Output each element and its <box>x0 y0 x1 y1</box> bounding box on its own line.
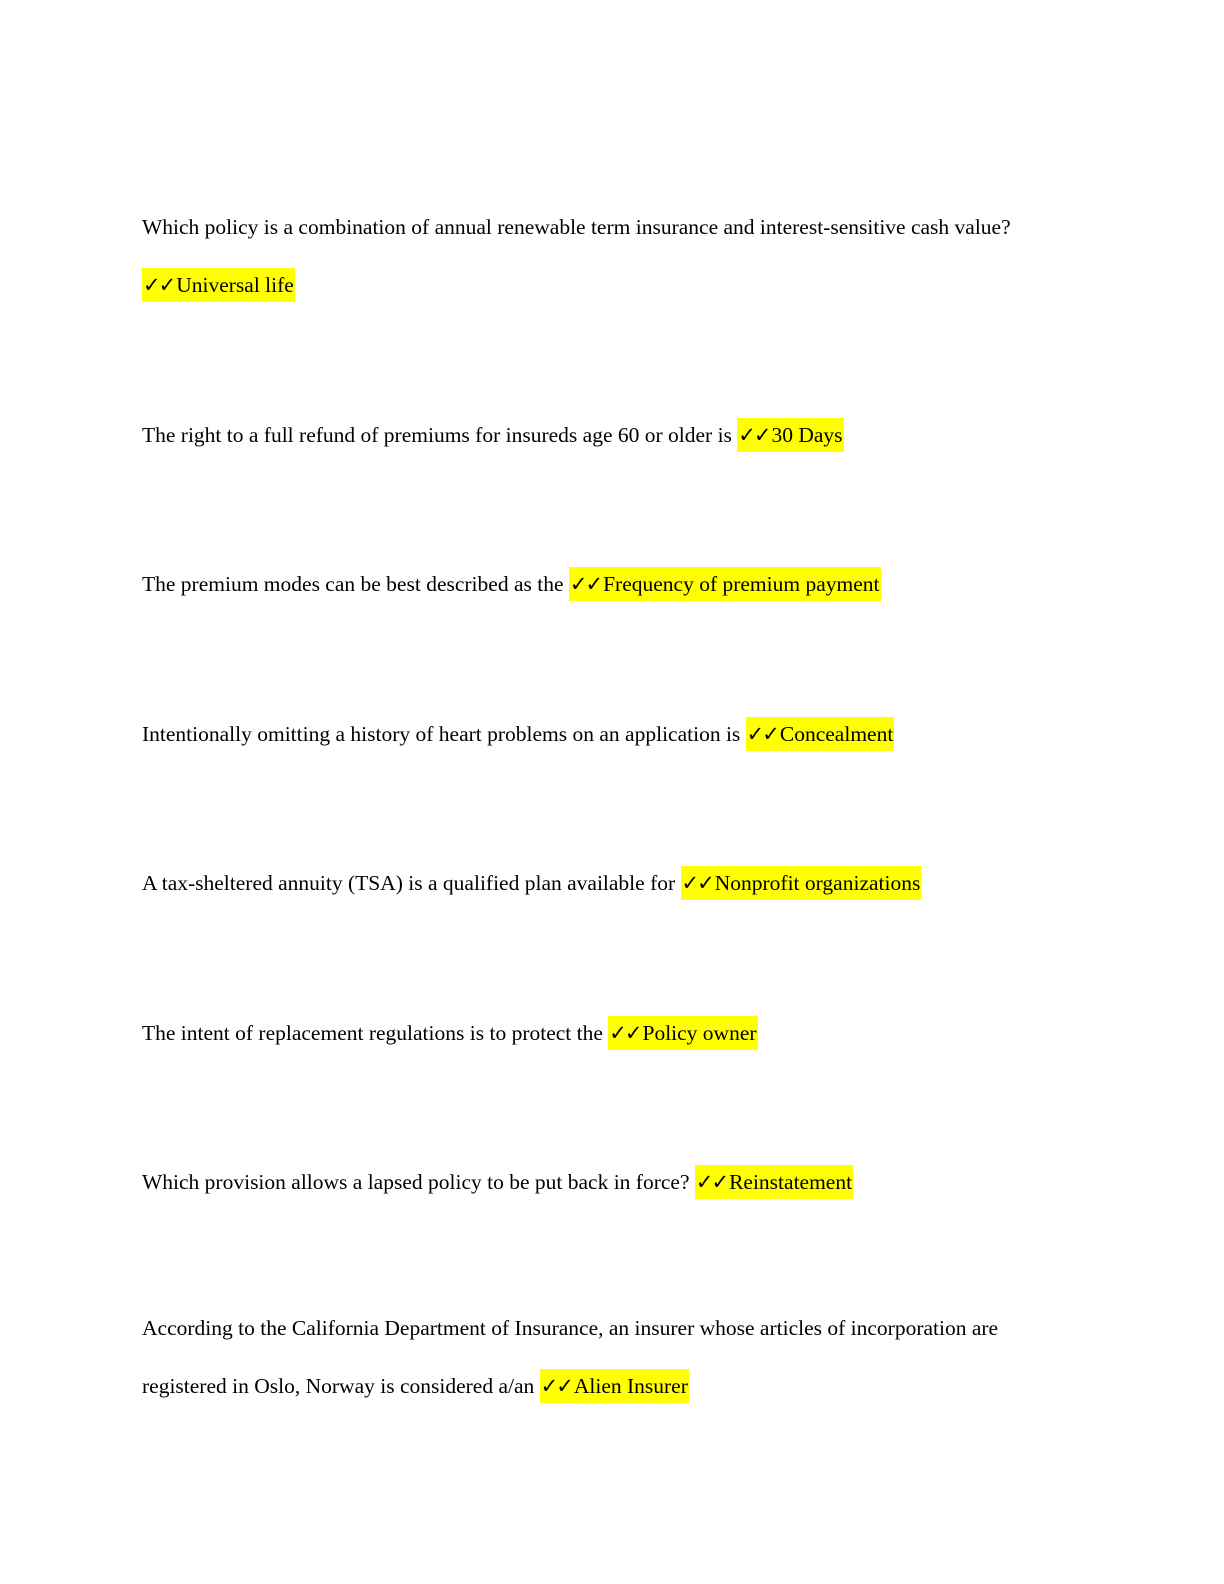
answer-text: Concealment <box>779 722 894 746</box>
answer-highlight <box>681 866 922 900</box>
answer-highlight <box>737 418 843 452</box>
double-check-icon: ✓✓ <box>540 1374 572 1398</box>
qa-item <box>142 705 1072 763</box>
question-text: According to the California Department of Insurance, an insurer whose articles of incorporation are registered in Oslo, Norway is considered a/an <box>142 1316 999 1398</box>
answer-text: Universal life <box>176 273 294 297</box>
double-check-icon: ✓✓ <box>569 572 602 596</box>
double-check-icon: ✓✓ <box>695 1170 728 1194</box>
qa-item <box>142 198 1072 314</box>
question-text: The intent of replacement regulations is to protect the <box>142 1021 603 1045</box>
answer-highlight <box>142 268 295 302</box>
double-check-icon: ✓✓ <box>143 273 175 297</box>
question-text: The right to a full refund of premiums for insureds age 60 or older is <box>142 423 732 447</box>
answer-highlight <box>569 567 881 601</box>
double-check-icon: ✓✓ <box>746 722 778 746</box>
question-text: Intentionally omitting a history of heart problems on an application is <box>142 722 741 746</box>
qa-item <box>142 555 1072 613</box>
answer-text: Alien Insurer <box>573 1374 688 1398</box>
question-text: The premium modes can be best described as the <box>142 572 564 596</box>
question-text: Which policy is a combination of annual renewable term insurance and interest-sensitive cash value? <box>142 215 1011 239</box>
question-text: Which provision allows a lapsed policy to be put back in force? <box>142 1170 690 1194</box>
qa-item <box>142 1299 1072 1415</box>
answer-highlight <box>746 717 895 751</box>
answer-highlight <box>540 1369 689 1403</box>
question-text: A tax-sheltered annuity (TSA) is a qualified plan available for <box>142 871 676 895</box>
answer-highlight <box>608 1016 757 1050</box>
answer-text: Reinstatement <box>729 1170 853 1194</box>
answer-text: Policy owner <box>642 1021 757 1045</box>
qa-item <box>142 854 1072 912</box>
answer-highlight <box>695 1165 853 1199</box>
qa-item <box>142 1153 1072 1211</box>
answer-text: Nonprofit organizations <box>714 871 921 895</box>
qa-item <box>142 1004 1072 1062</box>
double-check-icon: ✓✓ <box>738 423 770 447</box>
double-check-icon: ✓✓ <box>609 1021 641 1045</box>
answer-text: 30 Days <box>771 423 843 447</box>
answer-text: Frequency of premium payment <box>603 572 880 596</box>
qa-item <box>142 406 1072 464</box>
double-check-icon: ✓✓ <box>681 871 713 895</box>
